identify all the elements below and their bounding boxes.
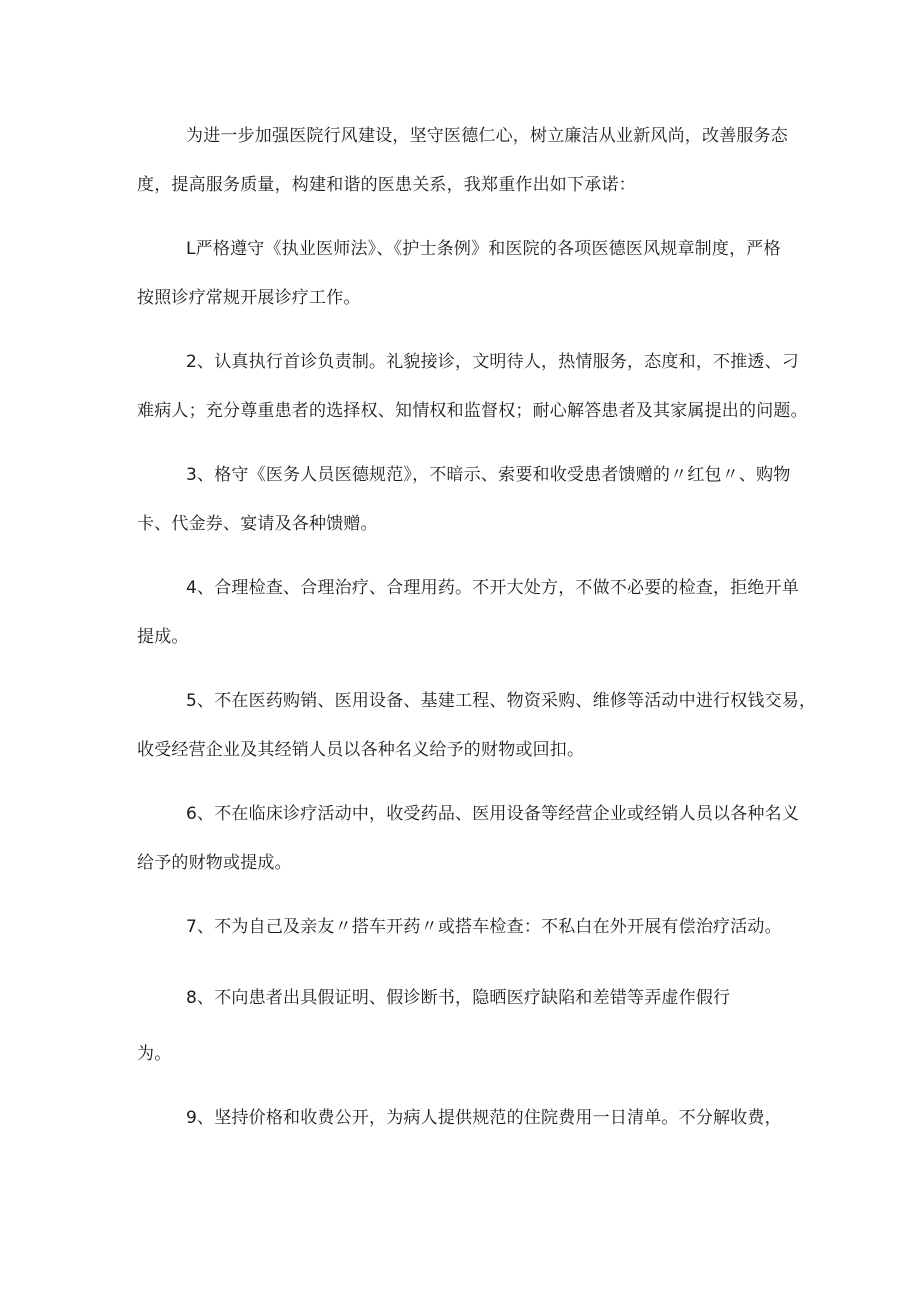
intro-line-2: 度，提高服务质量，构建和谐的医患关系，我郑重作出如下承诺： (137, 175, 636, 195)
item-4-line-1: 4、合理检查、合理治疗、合理用药。不开大处方，不做不必要的检查，拒绝开单 (186, 578, 800, 598)
item-9-line-1: 9、坚持价格和收费公开，为病人提供规范的住院费用一日清单。不分解收费， (186, 1108, 782, 1128)
item-1-line-2: 按照诊疗常规开展诊疗工作。 (137, 288, 361, 308)
item-3-line-2: 卡、代金券、宴请及各种馈赠。 (137, 514, 378, 534)
item-5-line-1: 5、不在医药购销、医用设备、基建工程、物资采购、维修等活动中进行权钱交易， (186, 691, 817, 711)
item-8-line-1: 8、不向患者出具假证明、假诊断书，隐晒医疗缺陷和差错等弄虚作假行 (186, 988, 731, 1008)
item-2-line-2: 难病人；充分尊重患者的选择权、知情权和监督权；耐心解答患者及其家属提出的问题。 (137, 401, 808, 421)
item-1-line-1: L严格遵守《执业医师法》、《护士条例》和医院的各项医德医风规章制度，严格 (186, 239, 781, 259)
item-6-line-2: 给予的财物或提成。 (137, 853, 292, 873)
item-2-line-1: 2、认真执行首诊负责制。礼貌接诊，文明待人，热情服务，态度和，不推透、刁 (186, 352, 800, 372)
item-7-line-1: 7、不为自己及亲友〃搭车开药〃或搭车检查：不私白在外开展有偿治疗活动。 (186, 917, 782, 937)
item-5-line-2: 收受经营企业及其经销人员以各种名义给予的财物或回扣。 (137, 740, 585, 760)
intro-line-1: 为进一步加强医院行风建设，坚守医德仁心，树立廉洁从业新风尚，改善服务态 (186, 126, 788, 146)
item-8-line-2: 为。 (137, 1044, 172, 1064)
item-6-line-1: 6、不在临床诊疗活动中，收受药品、医用设备等经营企业或经销人员以各种名义 (186, 804, 800, 824)
item-3-line-1: 3、格守《医务人员医德规范》，不暗示、索要和收受患者馈赠的〃红包〃、购物 (186, 465, 791, 485)
item-4-line-2: 提成。 (137, 627, 189, 647)
